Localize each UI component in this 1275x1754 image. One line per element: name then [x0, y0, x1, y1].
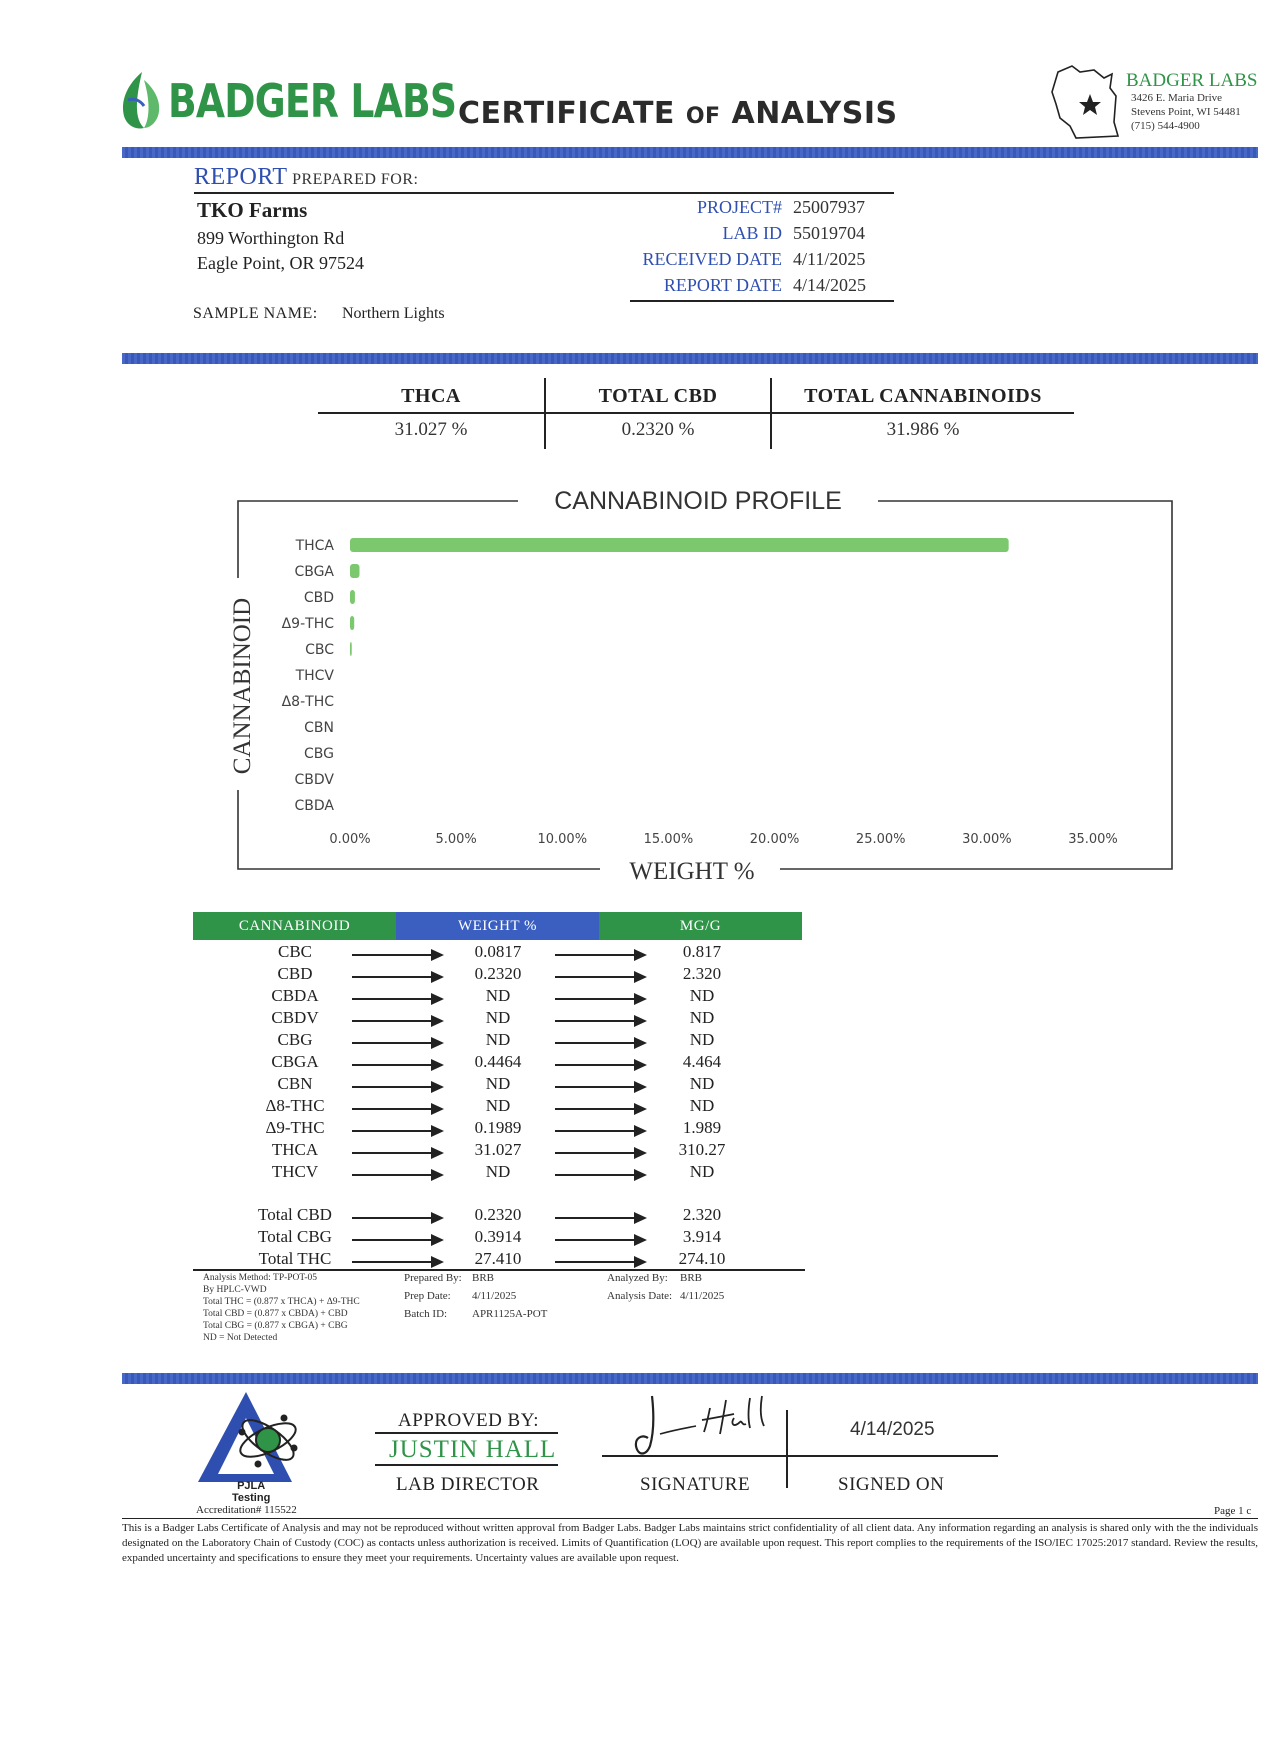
- signature-label: SIGNATURE: [640, 1474, 751, 1495]
- prep-date-label: Prep Date:: [404, 1290, 451, 1302]
- report-heading: REPORT PREPARED FOR:: [194, 164, 419, 190]
- received-date-label: RECEIVED DATE: [642, 249, 782, 269]
- cannabinoid-name: CBC: [277, 942, 313, 961]
- weight-value: 31.027: [474, 1140, 522, 1159]
- accreditation-number: Accreditation# 115522: [196, 1504, 297, 1516]
- pjla-accreditation-logo-icon: [196, 1388, 320, 1488]
- sample-name-value: Northern Lights: [342, 305, 445, 322]
- prep-date-value: 4/11/2025: [472, 1290, 517, 1302]
- weight-value: ND: [485, 1162, 511, 1181]
- approver-title: LAB DIRECTOR: [396, 1474, 540, 1495]
- summary-total-cannabinoids-value: 31.986 %: [886, 419, 960, 440]
- summary-total-cbd-value: 0.2320 %: [621, 419, 695, 440]
- method-note-line: Total CBG = (0.877 x CBGA) + CBG: [203, 1321, 348, 1331]
- approval-divider-band: [122, 1373, 1258, 1384]
- title-of: OF: [685, 104, 721, 129]
- title-analysis: ANALYSIS: [731, 96, 898, 131]
- project-label: PROJECT#: [696, 197, 782, 217]
- cannabinoid-name: CBDA: [271, 986, 319, 1005]
- cannabinoid-name: CBN: [277, 1074, 313, 1093]
- weight-value: ND: [485, 1008, 511, 1027]
- mg-per-g-value: 310.27: [678, 1140, 726, 1159]
- lab-address-line2: Stevens Point, WI 54481: [1131, 106, 1241, 118]
- chart-category-label: Δ9-THC: [281, 616, 334, 632]
- approved-rule: [375, 1432, 558, 1434]
- signature-rule: [602, 1455, 998, 1457]
- method-note-line: Total THC = (0.877 x THCA) + Δ9-THC: [203, 1297, 360, 1307]
- weight-value: 27.410: [474, 1249, 522, 1268]
- handwritten-signature: [630, 1390, 780, 1465]
- chart-category-label: CBG: [304, 746, 334, 762]
- mg-per-g-value: ND: [689, 986, 715, 1005]
- analysis-date-label: Analysis Date:: [607, 1290, 673, 1302]
- cannabinoid-name: Total CBG: [258, 1227, 332, 1246]
- weight-value: 0.3914: [474, 1227, 522, 1246]
- chart-category-label: CBDA: [294, 798, 334, 814]
- cannabinoid-name: CBGA: [271, 1052, 319, 1071]
- chart-x-tick-label: 20.00%: [749, 832, 800, 847]
- mg-per-g-value: 1.989: [682, 1118, 722, 1137]
- analyzed-by-value: BRB: [680, 1272, 703, 1284]
- lab-id-value: 55019704: [793, 223, 865, 243]
- method-note-line: Total CBD = (0.877 x CBDA) + CBD: [203, 1309, 348, 1319]
- chart-x-tick-label: 10.00%: [537, 832, 588, 847]
- lab-name: BADGER LABS: [1126, 70, 1258, 91]
- weight-value: ND: [485, 1074, 511, 1093]
- weight-value: ND: [485, 986, 511, 1005]
- table-bottom-rule: [193, 1269, 805, 1271]
- chart-x-tick-label: 35.00%: [1068, 832, 1118, 847]
- weight-value: 0.4464: [474, 1052, 522, 1071]
- disclaimer-text: This is a Badger Labs Certificate of Analysis and may not be reproduced without written approval from Badger Labs. Badger Labs maintains strict confidentiality of all client data. Any information regarding an analysis is shared only with the the individuals designated on the Laboratory Chain of Custody (COC) as contacts unless authorization is received. Limits of Quantification (LOQ) are available upon request. This report complies to the requirements of the ISO/IEC 17025:2017 standard. Review the results, expanded uncertainty and specifications to ensure they meet your requirements. Uncertainty values are available upon request.: [122, 1522, 1258, 1564]
- prepared-by-label: Prepared By:: [404, 1272, 462, 1284]
- lab-id-label: LAB ID: [722, 223, 782, 243]
- mg-per-g-value: 2.320: [682, 964, 722, 983]
- table-header-mg-g: MG/G: [599, 912, 802, 940]
- weight-value: 0.2320: [474, 964, 522, 983]
- chart-category-label: Δ8-THC: [281, 694, 334, 710]
- report-date-value: 4/14/2025: [793, 275, 867, 295]
- mg-per-g-value: 2.320: [682, 1205, 722, 1224]
- chart-x-tick-label: 15.00%: [643, 832, 694, 847]
- report-date-label: REPORT DATE: [663, 275, 782, 295]
- chart-category-label: CBN: [304, 720, 334, 736]
- pjla-name: PJLA Testing: [232, 1480, 271, 1504]
- chart-bar: [350, 642, 352, 656]
- chart-frame: [238, 501, 1172, 869]
- mg-per-g-value: ND: [689, 1008, 715, 1027]
- mg-per-g-value: 274.10: [678, 1249, 726, 1268]
- chart-bar: [350, 538, 1009, 552]
- chart-bar: [350, 616, 354, 630]
- received-date-value: 4/11/2025: [793, 249, 866, 269]
- client-address-line2: Eagle Point, OR 97524: [197, 253, 364, 273]
- mg-per-g-value: ND: [689, 1096, 715, 1115]
- chart-category-label: CBDV: [294, 772, 334, 788]
- approved-by-label: APPROVED BY:: [398, 1410, 539, 1431]
- chart-category-label: THCV: [295, 668, 334, 684]
- weight-value: ND: [485, 1096, 511, 1115]
- analysis-date-value: 4/11/2025: [680, 1290, 725, 1302]
- page-number: Page 1 c: [1214, 1505, 1252, 1517]
- footer-rule: [122, 1518, 1258, 1519]
- cannabinoid-name: CBD: [277, 964, 313, 983]
- lab-phone: (715) 544-4900: [1131, 120, 1200, 132]
- signed-on-label: SIGNED ON: [838, 1474, 945, 1495]
- mg-per-g-value: ND: [689, 1162, 715, 1181]
- summary-thca-label: THCA: [401, 385, 461, 407]
- cannabinoid-name: Total THC: [258, 1249, 332, 1268]
- chart-category-label: CBC: [305, 642, 334, 658]
- client-name: TKO Farms: [197, 198, 308, 222]
- cannabinoid-name: THCV: [271, 1162, 319, 1181]
- batch-id-label: Batch ID:: [404, 1308, 448, 1320]
- chart-x-tick-label: 30.00%: [962, 832, 1012, 847]
- signed-on-date: 4/14/2025: [850, 1419, 935, 1440]
- chart-bar: [350, 564, 359, 578]
- chart-x-axis-label: WEIGHT %: [629, 858, 755, 885]
- chart-y-axis-label: CANNABINOID: [229, 597, 256, 775]
- chart-x-tick-label: 25.00%: [855, 832, 906, 847]
- signature-divider: [786, 1410, 788, 1488]
- table-header-cannabinoid: CANNABINOID: [193, 912, 396, 940]
- mg-per-g-value: 0.817: [682, 942, 722, 961]
- mg-per-g-value: 3.914: [682, 1227, 722, 1246]
- cannabinoid-name: Total CBD: [258, 1205, 332, 1224]
- method-note-line: Analysis Method: TP-POT-05: [203, 1273, 318, 1283]
- approved-rule: [375, 1464, 558, 1466]
- project-value: 25007937: [793, 197, 865, 217]
- chart-x-tick-label: 0.00%: [329, 832, 371, 847]
- title-certificate: CERTIFICATE: [458, 96, 675, 131]
- analyzed-by-label: Analyzed By:: [607, 1272, 668, 1284]
- logo-text: BADGER LABS: [168, 74, 457, 128]
- chart-category-label: THCA: [295, 538, 334, 554]
- chart-category-label: CBD: [303, 590, 334, 606]
- mg-per-g-value: ND: [689, 1074, 715, 1093]
- lab-address-line1: 3426 E. Maria Drive: [1131, 92, 1223, 104]
- cannabinoid-name: CBDV: [271, 1008, 319, 1027]
- method-note-line: ND = Not Detected: [203, 1333, 278, 1343]
- chart-x-tick-label: 5.00%: [435, 832, 477, 847]
- chart-category-label: CBGA: [294, 564, 334, 580]
- table-header-weight: WEIGHT %: [396, 912, 599, 940]
- method-note-line: By HPLC-VWD: [203, 1285, 267, 1295]
- cannabinoid-name: Δ8-THC: [265, 1096, 325, 1115]
- cannabinoid-name: Δ9-THC: [265, 1118, 325, 1137]
- weight-value: 0.0817: [474, 942, 522, 961]
- summary-total-cannabinoids-label: TOTAL CANNABINOIDS: [804, 385, 1042, 407]
- summary-thca-value: 31.027 %: [394, 419, 468, 440]
- weight-value: ND: [485, 1030, 511, 1049]
- batch-id-value: APR1125A-POT: [472, 1308, 548, 1320]
- chart-title: CANNABINOID PROFILE: [554, 487, 842, 515]
- mg-per-g-value: ND: [689, 1030, 715, 1049]
- client-address-line1: 899 Worthington Rd: [197, 228, 345, 248]
- chart-bar: [350, 590, 355, 604]
- approver-name: JUSTIN HALL: [389, 1436, 557, 1463]
- prepared-by-value: BRB: [472, 1272, 495, 1284]
- mg-per-g-value: 4.464: [682, 1052, 722, 1071]
- summary-total-cbd-label: TOTAL CBD: [598, 385, 718, 407]
- weight-value: 0.1989: [474, 1118, 522, 1137]
- weight-value: 0.2320: [474, 1205, 522, 1224]
- cannabinoid-name: CBG: [277, 1030, 313, 1049]
- cannabinoid-name: THCA: [271, 1140, 319, 1159]
- sample-name-label: SAMPLE NAME:: [193, 305, 318, 322]
